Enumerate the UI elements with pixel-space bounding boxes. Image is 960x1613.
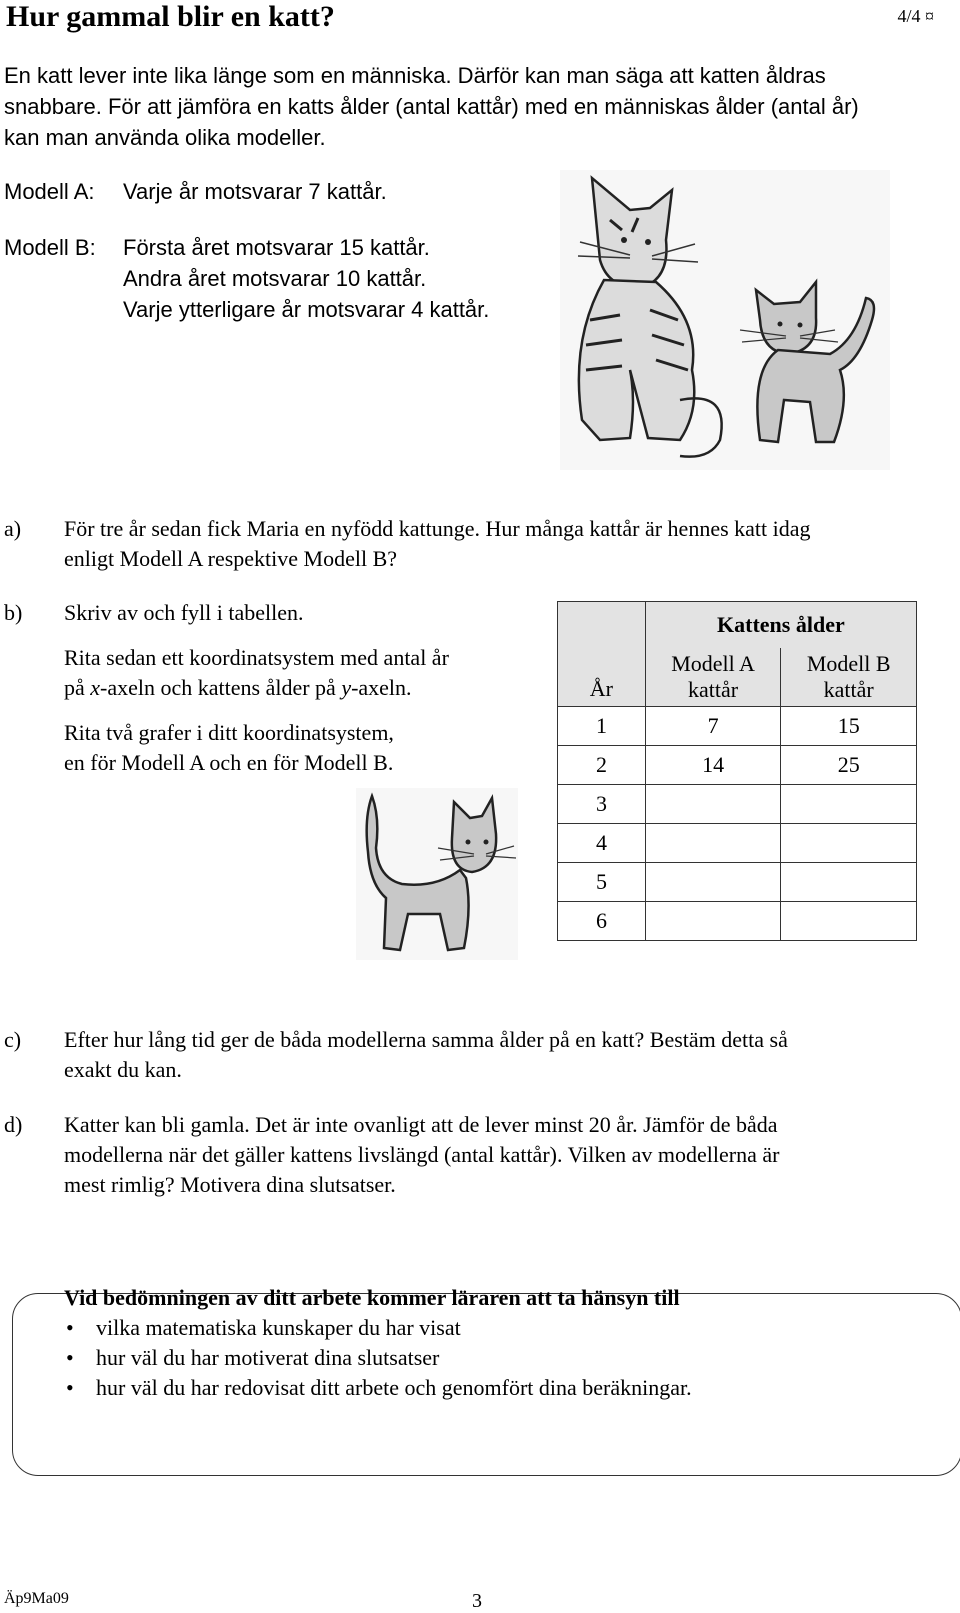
model-b-line: Första året motsvarar 15 kattår. xyxy=(123,235,430,260)
task-a-text xyxy=(64,514,954,574)
cell-year: 5 xyxy=(558,863,646,902)
group-header-cat-age: Kattens ålder xyxy=(645,602,916,648)
model-b-line: Andra året motsvarar 10 kattår. xyxy=(123,266,427,291)
table-row xyxy=(558,707,917,746)
col-header-model-b: Modell B kattår xyxy=(781,648,917,707)
task-c-line: exakt du kan. xyxy=(64,1057,182,1082)
task-a-line: enligt Modell A respektive Modell B? xyxy=(64,546,398,571)
assessment-heading: Vid bedömningen av ditt arbete kommer läraren att ta hänsyn till xyxy=(64,1285,680,1310)
cell-model-b xyxy=(781,863,917,902)
cell-model-b xyxy=(781,785,917,824)
assessment-content xyxy=(64,1283,924,1403)
task-c-label: c) xyxy=(4,1027,22,1052)
cell-model-a: 7 xyxy=(645,707,781,746)
model-a-label: Modell A: xyxy=(4,179,95,204)
task-b-line: Rita sedan ett koordinatsystem med antal år xyxy=(64,645,449,670)
list-item: • hur väl du har motiverat dina slutsatser xyxy=(66,1345,440,1370)
cell-year: 6 xyxy=(558,902,646,941)
table-row xyxy=(558,824,917,863)
table-row xyxy=(558,746,917,785)
task-d-text xyxy=(64,1110,944,1200)
task-b-line: Rita två grafer i ditt koordinatsystem, xyxy=(64,720,394,745)
kitten-illustration xyxy=(356,788,518,960)
table-row xyxy=(558,863,917,902)
task-b-line: en för Modell A och en för Modell B. xyxy=(64,750,394,775)
cell-model-a xyxy=(645,785,781,824)
intro-paragraph xyxy=(4,60,904,153)
page-number: 3 xyxy=(472,1590,482,1612)
cell-model-a xyxy=(645,863,781,902)
task-d-label: d) xyxy=(4,1112,23,1137)
intro-line: snabbare. För att jämföra en katts ålder (antal kattår) med en människas ålder (antal år) xyxy=(4,94,859,119)
task-c-text xyxy=(64,1025,944,1085)
task-a-label: a) xyxy=(4,516,22,541)
table-row xyxy=(558,902,917,941)
task-b-line: Skriv av och fyll i tabellen. xyxy=(64,600,304,625)
cell-model-a xyxy=(645,902,781,941)
page-title: Hur gammal blir en katt? xyxy=(6,0,335,33)
model-b-line: Varje ytterligare år motsvarar 4 kattår. xyxy=(123,297,490,322)
page-tag: 4/4 ¤ xyxy=(897,6,934,26)
cell-model-b: 15 xyxy=(781,707,917,746)
cell-model-b xyxy=(781,902,917,941)
cell-model-b: 25 xyxy=(781,746,917,785)
table-row xyxy=(558,785,917,824)
cat-age-table xyxy=(557,601,917,941)
task-c-line: Efter hur lång tid ger de båda modellerna samma ålder på en katt? Bestäm detta så xyxy=(64,1027,788,1052)
model-b-label: Modell B: xyxy=(4,235,96,260)
task-b-label: b) xyxy=(4,600,23,625)
intro-line: En katt lever inte lika länge som en människa. Därför kan man säga att katten åldras xyxy=(4,63,826,88)
intro-line: kan man använda olika modeller. xyxy=(4,125,326,150)
list-item: • hur väl du har redovisat ditt arbete och genomfört dina beräkningar. xyxy=(66,1375,692,1400)
list-item: • vilka matematiska kunskaper du har visat xyxy=(66,1315,461,1340)
col-header-year: År xyxy=(558,602,646,707)
task-d-line: Katter kan bli gamla. Det är inte ovanligt att de lever minst 20 år. Jämför de båda xyxy=(64,1112,778,1137)
exam-code: Äp9Ma09 xyxy=(4,1590,69,1607)
model-a-text: Varje år motsvarar 7 kattår. xyxy=(123,179,387,204)
cell-model-b xyxy=(781,824,917,863)
task-b-line: på x-axeln och kattens ålder på y-axeln. xyxy=(64,675,412,700)
cell-year: 4 xyxy=(558,824,646,863)
assessment-list xyxy=(64,1313,924,1403)
cell-year: 3 xyxy=(558,785,646,824)
task-b-text xyxy=(64,598,544,778)
col-header-model-a: Modell A kattår xyxy=(645,648,781,707)
task-d-line: modellerna när det gäller kattens livslängd (antal kattår). Vilken av modellerna är xyxy=(64,1142,780,1167)
task-d-line: mest rimlig? Motivera dina slutsatser. xyxy=(64,1172,396,1197)
cell-year: 1 xyxy=(558,707,646,746)
cell-model-a xyxy=(645,824,781,863)
cell-year: 2 xyxy=(558,746,646,785)
model-b-text xyxy=(123,232,489,325)
task-a-line: För tre år sedan fick Maria en nyfödd kattunge. Hur många kattår är hennes katt idag xyxy=(64,516,811,541)
cell-model-a: 14 xyxy=(645,746,781,785)
two-cats-illustration xyxy=(560,170,890,470)
